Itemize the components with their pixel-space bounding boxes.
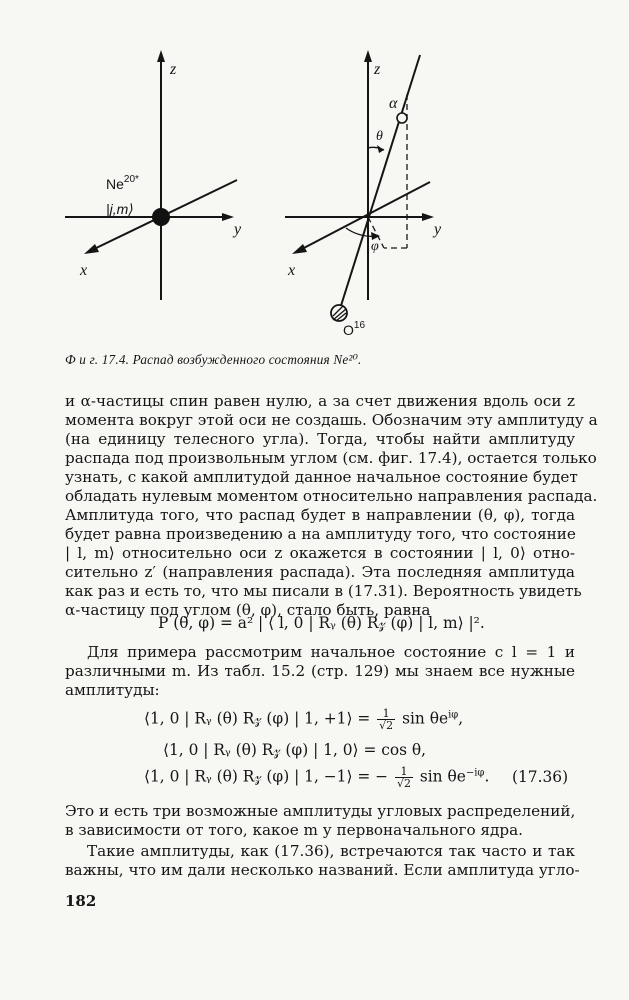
text-line: узнать, с какой амплитудой данное начальное состояние будет [65,468,578,486]
phi-label: φ [371,239,379,254]
text-line: Такие амплитуды, как (17.36), встречаются так часто и так [87,842,575,860]
eq1-fraction [377,708,395,731]
equation-amplitude-zero: ⟨1, 0 | Rᵧ (θ) R𝓏 (φ) | 1, 0⟩ = cos θ, [163,741,427,759]
left-y-arrowhead [222,213,234,221]
eq3-fraction [395,766,413,789]
ne20-nucleus [152,208,170,226]
text-line: и α-частицы спин равен нулю, а за счет движения вдоль оси z [65,392,575,410]
left-x-arrowhead [84,244,99,254]
right-z-label: z [374,61,381,78]
eq1-rhs: sin θe [402,709,449,728]
right-diagram [285,50,434,321]
text-line: обладать нулевым моментом относительно направления распада. [65,487,598,505]
caption-text: Распад возбужденного состояния Ne²⁰. [132,352,362,367]
text-line: различными m. Из табл. 15.2 (стр. 129) мы знаем все нужные [65,662,575,680]
text-line: как раз и есть то, что мы писали в (17.31). Вероятность увидеть [65,582,582,600]
left-x-label: x [80,262,88,279]
figure-17-4 [0,0,629,350]
text-line: сительно z′ (направления распада). Эта последняя амплитуда [65,563,575,581]
text-line: важны, что им дали несколько названий. Если амплитуда угло- [65,861,580,879]
eq1-denominator: √2 [379,719,394,732]
text-line: | l, m⟩ относительно оси z окажется в состоянии | l, 0⟩ отно- [65,544,575,562]
eq1-numerator: 1 [377,708,395,720]
paragraph-2 [65,643,575,700]
theta-label: θ [376,129,383,144]
paragraph-4 [65,842,580,880]
text-line: Амплитуда того, что распад будет в направлении (θ, φ), тогда [65,506,575,524]
text-line: (на единицу телесного угла). Тогда, чтобы найти амплитуду [65,430,575,448]
text-line: Это и есть три возможные амплитуды угловых распределений, [65,802,576,820]
state-ket-label: |j,m⟩ [106,201,134,217]
alpha-label: α [389,95,398,112]
eq3-denominator: √2 [396,777,411,790]
eq1-end: , [458,709,464,728]
left-y-label: y [234,221,242,238]
figure-caption [65,352,565,368]
eq3-lhs: ⟨1, 0 | Rᵧ (θ) R𝓏 (φ) | 1, −1⟩ = − [144,767,389,786]
decay-direction-axis [339,55,420,312]
paragraph-1 [65,392,598,620]
left-z-label: z [170,61,177,78]
o16-label: $O^{16}$ [343,320,366,338]
caption-prefix: Ф и г. 17.4. [65,352,130,367]
eq3-exponent: −iφ [465,767,485,779]
text-line: распада под произвольным углом (см. фиг. 17.4), остается только [65,449,597,467]
right-y-label: y [434,221,442,238]
text-line: Для примера рассмотрим начальное состояние с l = 1 и [87,643,575,661]
eq3-numerator: 1 [395,766,413,778]
right-y-arrowhead [422,213,434,221]
right-z-arrowhead [364,50,372,62]
ne20-label: $Ne^{20*}$ [106,174,139,192]
right-x-label: x [288,262,296,279]
page-number: 182 [65,892,97,910]
text-line: будет равна произведению a на амплитуду того, что состояние [65,525,576,543]
equation-amplitude-minus-one [144,766,489,789]
text-line: в зависимости от того, какое m у первоначального ядра. [65,821,523,839]
eq3-end: . [484,767,490,786]
text-line: α-частицу под углом (θ, φ), стало быть, равна [65,601,431,619]
eq3-rhs: sin θe [419,767,466,786]
eq1-lhs: ⟨1, 0 | Rᵧ (θ) R𝓏 (φ) | 1, +1⟩ = [144,709,371,728]
equation-number: (17.36) [512,768,569,786]
text-line: момента вокруг этой оси не создашь. Обозначим эту амплитуду a [65,411,598,429]
paragraph-3 [65,802,575,840]
text-line: амплитуды: [65,681,160,699]
alpha-particle [397,113,407,123]
equation-amplitude-plus-one [144,708,463,731]
eq1-exponent: iφ [448,709,459,721]
right-x-arrowhead [292,244,307,254]
left-diagram [65,50,237,300]
left-z-arrowhead [157,50,165,62]
equation-probability: P (θ, φ) = a² | ⟨ l, 0 | Rᵧ (θ) R𝓏 (φ) | l, m⟩ |². [158,614,485,632]
